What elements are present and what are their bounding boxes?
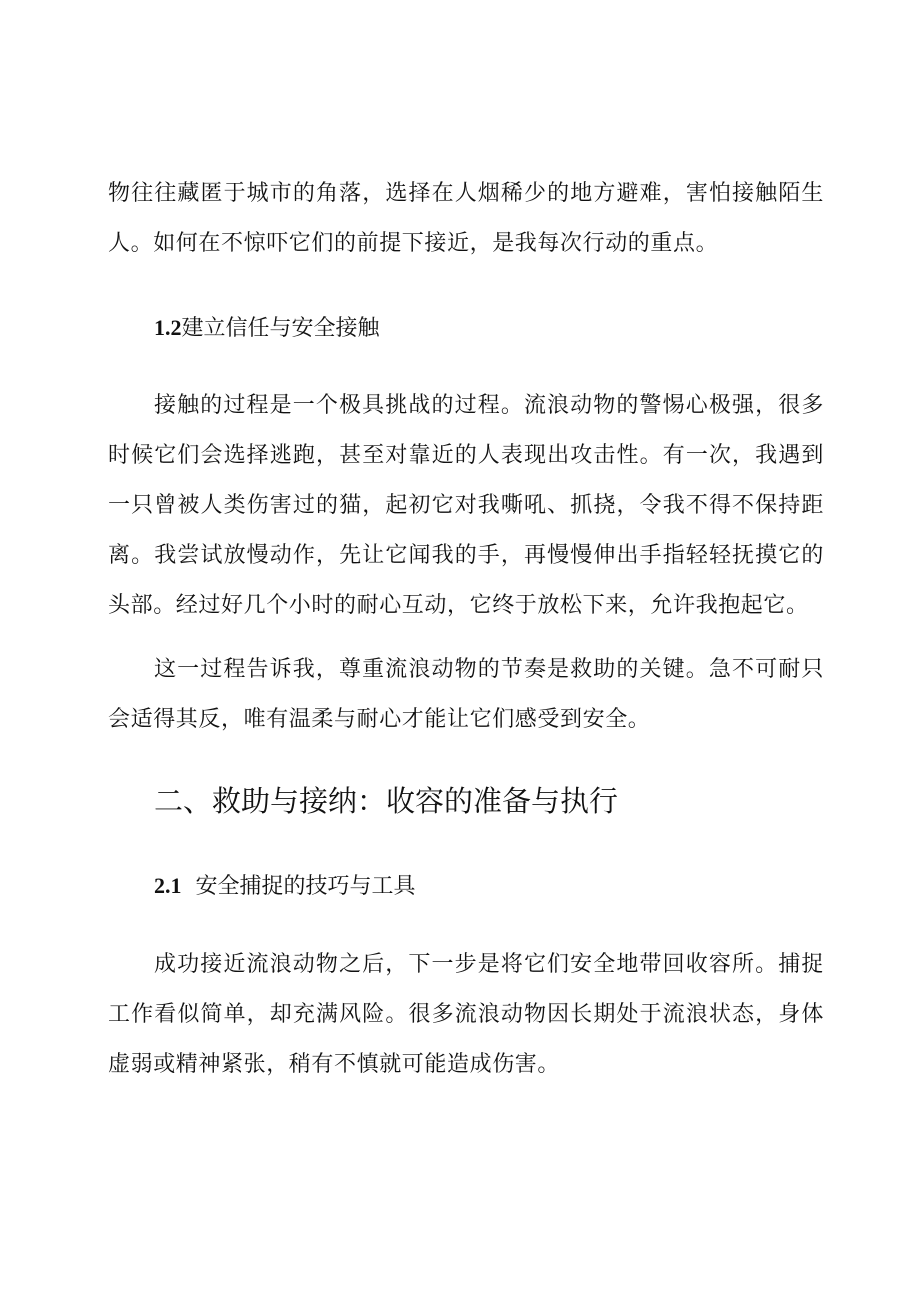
intro-paragraph: 物往往藏匿于城市的角落，选择在人烟稀少的地方避难，害怕接触陌生人。如何在不惊吓它们的前提下接近，是我每次行动的重点。 [108,181,824,256]
contact-paragraph: 接触的过程是一个极具挑战的过程。流浪动物的警惕心极强，很多时候它们会选择逃跑，甚至对靠近的人表现出攻击性。有一次，我遇到一只曾被人类伤害过的猫，起初它对我嘶吼、抓挠，令我不得不保持距离。我尝试放慢动作，先让它闻我的手，再慢慢伸出手指轻轻抚摸它的头部。经过好几个小时的耐心互动，它终于放松下来，允许我抱起它。 [108,393,824,618]
subsection-heading-2-1 [154,871,416,902]
subsection-number: 2.1 [154,873,182,898]
subsection-title: 安全捕捉的技巧与工具 [195,874,416,899]
capture-paragraph: 成功接近流浪动物之后，下一步是将它们安全地带回收容所。捕捉工作看似简单，却充满风险。很多流浪动物因长期处于流浪状态，身体虚弱或精神紧张，稍有不慎就可能造成伤害。 [108,952,824,1077]
lesson-paragraph: 这一过程告诉我，尊重流浪动物的节奏是救助的关键。急不可耐只会适得其反，唯有温柔与耐心才能让它们感受到安全。 [108,657,824,732]
section-heading-2: 二、救助与接纳：收容的准备与执行 [154,784,619,818]
subsection-title: 建立信任与安全接触 [181,316,380,341]
subsection-number: 1.2 [154,315,182,340]
subsection-heading-1-2 [154,313,380,344]
